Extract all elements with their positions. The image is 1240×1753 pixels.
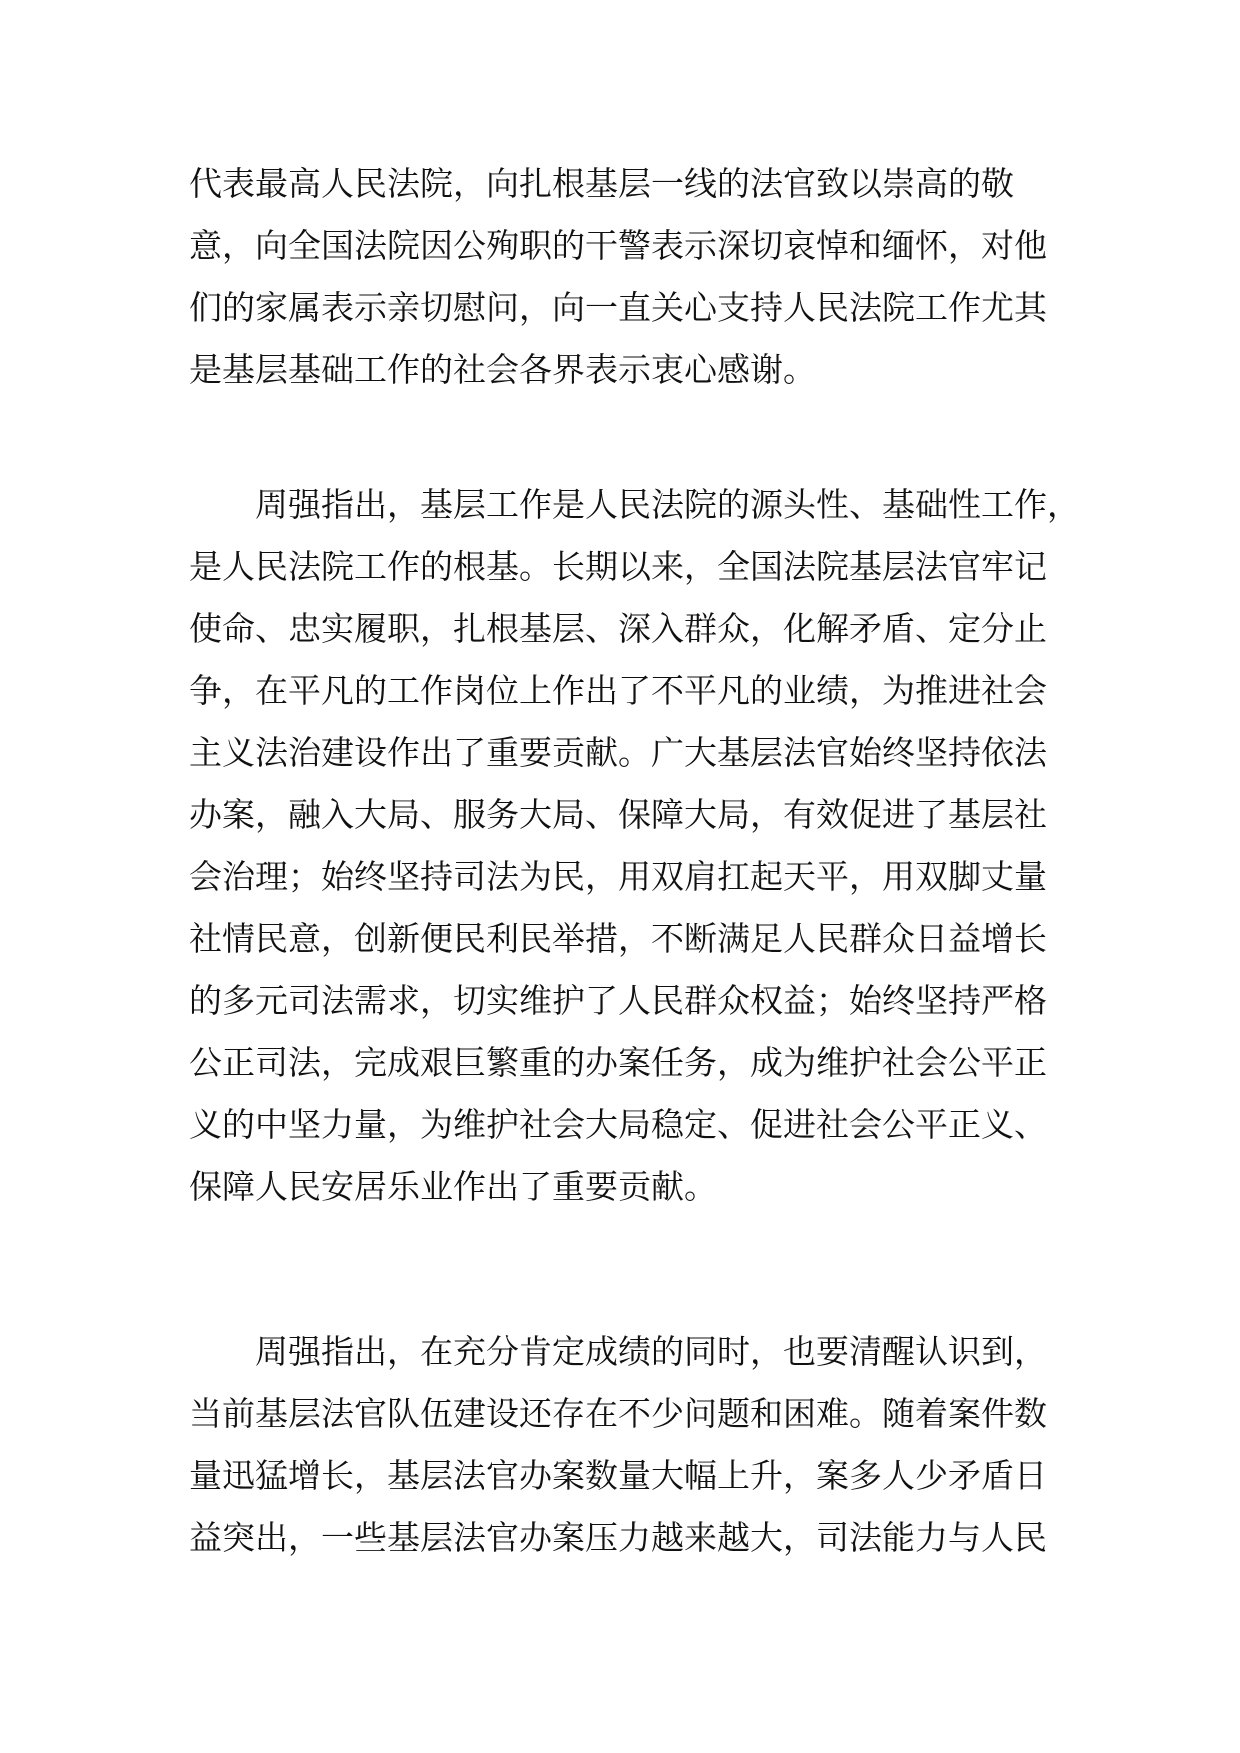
paragraph-2 [189, 474, 1080, 1218]
text-line: 使命、忠实履职，扎根基层、深入群众，化解矛盾、定分止 [189, 609, 1047, 648]
paragraph-1 [189, 153, 1061, 401]
text-line: 主义法治建设作出了重要贡献。广大基层法官始终坚持依法 [189, 733, 1047, 772]
text-line: 保障人民安居乐业作出了重要贡献。 [189, 1167, 717, 1206]
text-line: 是基层基础工作的社会各界表示衷心感谢。 [189, 350, 816, 389]
text-line: 周强指出，在充分肯定成绩的同时，也要清醒认识到， [255, 1332, 1047, 1371]
text-line: 社情民意，创新便民利民举措，不断满足人民群众日益增长 [189, 919, 1047, 958]
text-line: 们的家属表示亲切慰问，向一直关心支持人民法院工作尤其 [189, 288, 1047, 327]
text-line: 的多元司法需求，切实维护了人民群众权益；始终坚持严格 [189, 981, 1047, 1020]
text-line: 办案，融入大局、服务大局、保障大局，有效促进了基层社 [189, 795, 1047, 834]
text-line: 代表最高人民法院，向扎根基层一线的法官致以崇高的敬 [189, 164, 1014, 203]
text-line: 公正司法，完成艰巨繁重的办案任务，成为维护社会公平正 [189, 1043, 1047, 1082]
text-line: 益突出，一些基层法官办案压力越来越大，司法能力与人民 [189, 1518, 1047, 1557]
text-line: 意，向全国法院因公殉职的干警表示深切哀悼和缅怀，对他 [189, 226, 1047, 265]
text-line: 量迅猛增长，基层法官办案数量大幅上升，案多人少矛盾日 [189, 1456, 1047, 1495]
text-line: 当前基层法官队伍建设还存在不少问题和困难。随着案件数 [189, 1394, 1047, 1433]
text-line: 周强指出，基层工作是人民法院的源头性、基础性工作， [255, 485, 1080, 524]
text-line: 会治理；始终坚持司法为民，用双肩扛起天平，用双脚丈量 [189, 857, 1047, 896]
text-line: 是人民法院工作的根基。长期以来，全国法院基层法官牢记 [189, 547, 1047, 586]
text-line: 义的中坚力量，为维护社会大局稳定、促进社会公平正义、 [189, 1105, 1047, 1144]
paragraph-3 [189, 1321, 1061, 1569]
text-line: 争，在平凡的工作岗位上作出了不平凡的业绩，为推进社会 [189, 671, 1047, 710]
